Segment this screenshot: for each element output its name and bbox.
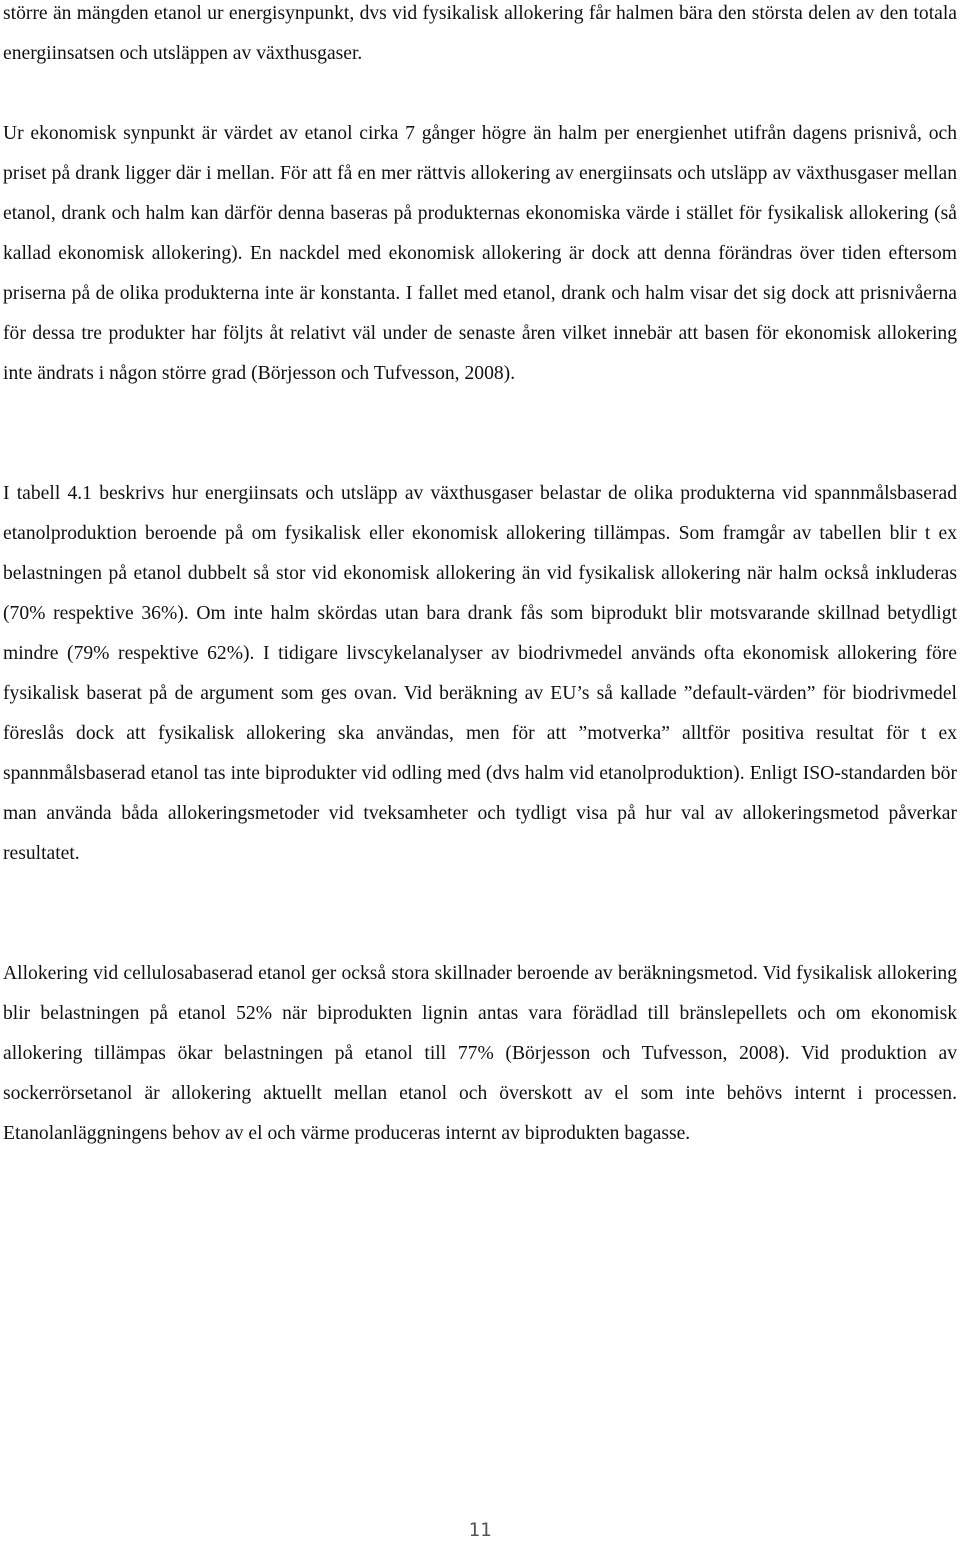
paragraph-physical-allocation-continued: större än mängden etanol ur energisynpunkt, dvs vid fysikalisk allokering får halmen bära den största delen av den totala energiinsatsen och utsläppen av växthusgaser.	[3, 3, 957, 64]
page-number: 11	[468, 1519, 492, 1541]
paragraph-table-4-1-description: I tabell 4.1 beskrivs hur energiinsats och utsläpp av växthusgaser belastar de olika produkterna vid spannmålsbaserad etanolproduktion beroende på om fysikalisk eller ekonomisk allokering tillämpas. Som framgår av tabellen blir t ex belastningen på etanol dubbelt så stor vid ekonomisk allokering än vid fysikalisk allokering när halm också inkluderas (70% respektive 36%). Om inte halm skördas utan bara drank fås som biprodukt blir motsvarande skillnad betydligt mindre (79% respektive 62%). I tidigare livscykelanalyser av biodrivmedel används ofta ekonomisk allokering före fysikalisk baserat på de argument som ges ovan. Vid beräkning av EU’s så kallade ”default-värden” för biodrivmedel föreslås dock att fysikalisk allokering ska användas, men för att ”motverka” alltför positiva resultat för t ex spannmålsbaserad etanol tas inte biprodukter vid odling med (dvs halm vid etanolproduktion). Enligt ISO-standarden bör man använda båda allokeringsmetoder vid tveksamheter och tydligt visa på hur val av allokeringsmetod påverkar resultatet.	[3, 483, 957, 864]
paragraph-cellulose-ethanol-allocation: Allokering vid cellulosabaserad etanol ger också stora skillnader beroende av beräkningsmetod. Vid fysikalisk allokering blir belastningen på etanol 52% när biprodukten lignin antas vara förädlad till bränslepellets och om ekonomisk allokering tillämpas ökar belastningen på etanol till 77% (Börjesson och Tufvesson, 2008). Vid produktion av sockerrörsetanol är allokering aktuellt mellan etanol och överskott av el som inte behövs internt i processen. Etanolanläggningens behov av el och värme produceras internt av biprodukten bagasse.	[3, 963, 957, 1144]
paragraph-economic-allocation: Ur ekonomisk synpunkt är värdet av etanol cirka 7 gånger högre än halm per energienhet utifrån dagens prisnivå, och priset på drank ligger där i mellan. För att få en mer rättvis allokering av energiinsats och utsläpp av växthusgaser mellan etanol, drank och halm kan därför denna baseras på produkternas ekonomiska värde i stället för fysikalisk allokering (så kallad ekonomisk allokering). En nackdel med ekonomisk allokering är dock att denna förändras över tiden eftersom priserna på de olika produkterna inte är konstanta. I fallet med etanol, drank och halm visar det sig dock att prisnivåerna för dessa tre produkter har följts åt relativt väl under de senaste åren vilket innebär att basen för ekonomisk allokering inte ändrats i någon större grad (Börjesson och Tufvesson, 2008).	[3, 123, 957, 384]
